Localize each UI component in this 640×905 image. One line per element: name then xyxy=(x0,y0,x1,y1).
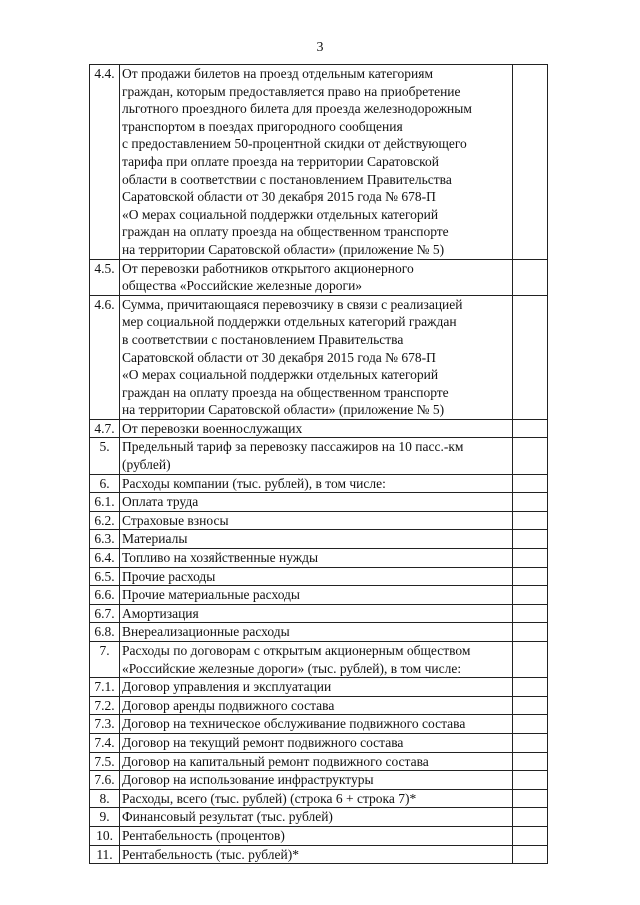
row-value-cell xyxy=(513,752,548,771)
table-row xyxy=(90,438,548,474)
row-number: 6.7. xyxy=(90,604,120,623)
row-value-cell xyxy=(513,295,548,419)
row-description: Расходы, всего (тыс. рублей) (строка 6 + строка 7)* xyxy=(120,789,513,808)
row-value-cell xyxy=(513,826,548,845)
row-value-cell xyxy=(513,474,548,493)
row-description: Расходы по договорам с открытым акционерным обществом «Российские железные дороги» (тыс. рублей), в том числе: xyxy=(120,642,513,678)
row-value-cell xyxy=(513,586,548,605)
row-number: 4.5. xyxy=(90,259,120,295)
row-number: 6. xyxy=(90,474,120,493)
row-description: Материалы xyxy=(120,530,513,549)
row-number: 4.4. xyxy=(90,65,120,260)
row-value-cell xyxy=(513,678,548,697)
table-row xyxy=(90,771,548,790)
row-description: Оплата труда xyxy=(120,493,513,512)
row-number: 11. xyxy=(90,845,120,864)
row-number: 7.6. xyxy=(90,771,120,790)
row-description: Договор управления и эксплуатации xyxy=(120,678,513,697)
row-number: 7.1. xyxy=(90,678,120,697)
row-value-cell xyxy=(513,845,548,864)
row-value-cell xyxy=(513,530,548,549)
row-number: 4.7. xyxy=(90,419,120,438)
row-number: 6.8. xyxy=(90,623,120,642)
row-description: Сумма, причитающаяся перевозчику в связи с реализацией мер социальной поддержки отдельных категорий граждан в соответствии с постановлением Правительства Саратовской области от 30 декабря 2015 года № 678-П «О мерах социальной поддержки отдельных категорий граждан на оплату проезда на общественном транспорте на территории Саратовской области» (приложение № 5) xyxy=(120,295,513,419)
row-value-cell xyxy=(513,419,548,438)
table-row xyxy=(90,549,548,568)
row-description: Договор аренды подвижного состава xyxy=(120,696,513,715)
table-row xyxy=(90,65,548,260)
row-value-cell xyxy=(513,771,548,790)
row-value-cell xyxy=(513,549,548,568)
row-value-cell xyxy=(513,438,548,474)
row-value-cell xyxy=(513,493,548,512)
table-row xyxy=(90,696,548,715)
row-description: Амортизация xyxy=(120,604,513,623)
row-description: Договор на техническое обслуживание подвижного состава xyxy=(120,715,513,734)
row-value-cell xyxy=(513,511,548,530)
row-description: Договор на использование инфраструктуры xyxy=(120,771,513,790)
row-description: Договор на капитальный ремонт подвижного состава xyxy=(120,752,513,771)
table-row xyxy=(90,642,548,678)
table-row xyxy=(90,419,548,438)
table-row xyxy=(90,493,548,512)
row-description: Рентабельность (процентов) xyxy=(120,826,513,845)
row-value-cell xyxy=(513,65,548,260)
row-number: 4.6. xyxy=(90,295,120,419)
row-number: 7.3. xyxy=(90,715,120,734)
table-row xyxy=(90,789,548,808)
row-description: От перевозки военнослужащих xyxy=(120,419,513,438)
page-number: 3 xyxy=(316,40,324,55)
row-value-cell xyxy=(513,642,548,678)
row-value-cell xyxy=(513,623,548,642)
row-description: Прочие расходы xyxy=(120,567,513,586)
row-value-cell xyxy=(513,696,548,715)
row-description: Предельный тариф за перевозку пассажиров на 10 пасс.-км (рублей) xyxy=(120,438,513,474)
row-number: 7.5. xyxy=(90,752,120,771)
table-row xyxy=(90,678,548,697)
row-value-cell xyxy=(513,567,548,586)
table-row xyxy=(90,826,548,845)
table-row xyxy=(90,259,548,295)
row-value-cell xyxy=(513,789,548,808)
row-description: Топливо на хозяйственные нужды xyxy=(120,549,513,568)
table-row xyxy=(90,474,548,493)
table-row xyxy=(90,623,548,642)
indicators-table xyxy=(89,64,548,864)
table-body xyxy=(90,65,548,864)
row-number: 7.4. xyxy=(90,733,120,752)
table-row xyxy=(90,567,548,586)
row-value-cell xyxy=(513,715,548,734)
row-value-cell xyxy=(513,808,548,827)
row-description: Внереализационные расходы xyxy=(120,623,513,642)
table-row xyxy=(90,604,548,623)
row-number: 6.5. xyxy=(90,567,120,586)
row-description: От перевозки работников открытого акционерного общества «Российские железные дороги» xyxy=(120,259,513,295)
row-number: 6.1. xyxy=(90,493,120,512)
row-description: Рентабельность (тыс. рублей)* xyxy=(120,845,513,864)
row-value-cell xyxy=(513,604,548,623)
row-number: 5. xyxy=(90,438,120,474)
table-row xyxy=(90,808,548,827)
row-description: От продажи билетов на проезд отдельным категориям граждан, которым предоставляется право на приобретение льготного проездного билета для проезда железнодорожным транспортом в поездах пригородного сообщения с предоставлением 50-процентной скидки от действующего тарифа при оплате проезда на территории Саратовской области в соответствии с постановлением Правительства Саратовской области от 30 декабря 2015 года № 678-П «О мерах социальной поддержки отдельных категорий граждан на оплату проезда на общественном транспорте на территории Саратовской области» (приложение № 5) xyxy=(120,65,513,260)
row-number: 7. xyxy=(90,642,120,678)
table-row xyxy=(90,511,548,530)
row-description: Финансовый результат (тыс. рублей) xyxy=(120,808,513,827)
row-number: 6.6. xyxy=(90,586,120,605)
row-description: Страховые взносы xyxy=(120,511,513,530)
row-description: Расходы компании (тыс. рублей), в том числе: xyxy=(120,474,513,493)
row-number: 6.2. xyxy=(90,511,120,530)
table-row xyxy=(90,733,548,752)
table-row xyxy=(90,295,548,419)
row-value-cell xyxy=(513,259,548,295)
row-number: 9. xyxy=(90,808,120,827)
row-value-cell xyxy=(513,733,548,752)
row-number: 7.2. xyxy=(90,696,120,715)
table-row xyxy=(90,715,548,734)
row-number: 6.3. xyxy=(90,530,120,549)
row-description: Договор на текущий ремонт подвижного состава xyxy=(120,733,513,752)
row-number: 8. xyxy=(90,789,120,808)
row-number: 6.4. xyxy=(90,549,120,568)
table-row xyxy=(90,752,548,771)
table-row xyxy=(90,530,548,549)
table-row xyxy=(90,845,548,864)
row-number: 10. xyxy=(90,826,120,845)
table-row xyxy=(90,586,548,605)
row-description: Прочие материальные расходы xyxy=(120,586,513,605)
